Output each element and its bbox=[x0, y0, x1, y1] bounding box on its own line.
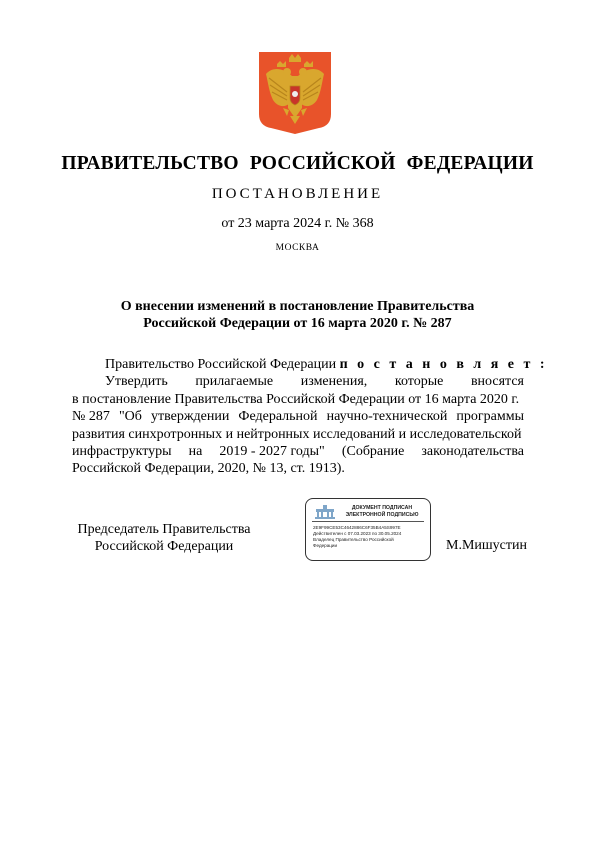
government-building-icon bbox=[314, 505, 336, 519]
word: научно-технической bbox=[326, 409, 448, 425]
position-line: Председатель Правительства bbox=[77, 522, 251, 537]
decree-intro bbox=[72, 356, 548, 373]
word: вносятся bbox=[470, 374, 524, 390]
coat-of-arms-icon bbox=[259, 52, 331, 134]
document-date-number: от 23 марта 2024 г. № 368 bbox=[221, 216, 374, 231]
government-title: ПРАВИТЕЛЬСТВО РОССИЙСКОЙ ФЕДЕРАЦИИ bbox=[61, 153, 534, 174]
stamp-title-line: ДОКУМЕНТ ПОДПИСАН bbox=[351, 505, 413, 511]
document-kind: ПОСТАНОВЛЕНИЕ bbox=[211, 186, 384, 202]
para-line bbox=[72, 373, 524, 390]
word: (Собрание bbox=[341, 444, 405, 460]
word: изменения, bbox=[300, 374, 368, 390]
stamp-divider bbox=[312, 521, 424, 522]
stamp-title-line: ЭЛЕКТРОННОЙ ПОДПИСЬЮ bbox=[345, 511, 419, 518]
word: программы bbox=[456, 409, 524, 425]
para-line: развития синхротронных и нейтронных исследований и исследовательской bbox=[72, 426, 522, 442]
stamp-validity: Действителен с 07.03.2023 по 30.05.2024 bbox=[313, 531, 402, 536]
word: законодательства bbox=[421, 444, 524, 460]
decree-word: п о с т а н о в л я е т : bbox=[339, 357, 548, 372]
signer-name: М.Мишустин bbox=[446, 538, 527, 553]
stamp-owner: Владелец Правительство Российской bbox=[313, 537, 394, 542]
subject-line: Российской Федерации от 16 марта 2020 г. № 287 bbox=[143, 316, 452, 331]
word: 2019 - 2027 годы" bbox=[219, 444, 325, 460]
word: на bbox=[188, 444, 203, 460]
document-subject bbox=[60, 298, 535, 332]
word: которые bbox=[394, 374, 444, 390]
stamp-info bbox=[313, 525, 427, 549]
document-body bbox=[72, 356, 548, 478]
para-line bbox=[72, 443, 524, 460]
position-line: Российской Федерации bbox=[94, 539, 234, 554]
stamp-owner: Федерации bbox=[313, 543, 338, 548]
word: Утвердить bbox=[105, 374, 168, 390]
document-city: МОСКВА bbox=[275, 243, 320, 253]
word: "Об bbox=[118, 409, 142, 425]
intro-text: Правительство Российской Федерации bbox=[105, 357, 337, 372]
signer-position bbox=[64, 521, 264, 555]
electronic-signature-stamp bbox=[305, 498, 431, 561]
word: прилагаемые bbox=[195, 374, 274, 390]
para-line bbox=[72, 408, 524, 425]
word: № 287 bbox=[72, 409, 110, 425]
para-line: в постановление Правительства Российской Федерации от 16 марта 2020 г. bbox=[72, 391, 520, 407]
stamp-certificate: 2E9F99CE53C4642886C6F35B4A5S997E bbox=[313, 525, 401, 530]
word: Федеральной bbox=[238, 409, 318, 425]
para-line: Российской Федерации, 2020, № 13, ст. 1913). bbox=[72, 461, 345, 477]
word: инфраструктуры bbox=[72, 444, 172, 460]
subject-line: О внесении изменений в постановление Правительства bbox=[120, 299, 475, 314]
word: утверждении bbox=[150, 409, 230, 425]
stamp-title bbox=[336, 505, 428, 518]
